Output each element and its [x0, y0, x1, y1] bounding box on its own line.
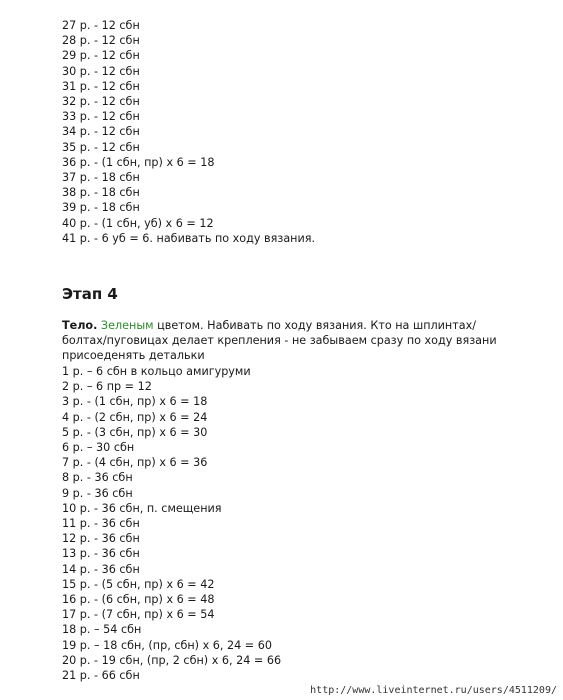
- body-rows-list: [62, 364, 281, 683]
- pattern-row: 40 р. - (1 сбн, уб) х 6 = 12: [62, 216, 214, 230]
- pattern-row: 6 р. – 30 сбн: [62, 441, 135, 455]
- pattern-row: 3 р. - (1 сбн, пр) х 6 = 18: [62, 395, 208, 409]
- pattern-row: 29 р. - 12 сбн: [62, 49, 140, 63]
- pattern-row: 36 р. - (1 сбн, пр) х 6 = 18: [62, 155, 215, 169]
- pattern-row: 11 р. - 36 сбн: [62, 517, 140, 531]
- pattern-row: 20 р. - 19 сбн, (пр, 2 сбн) х 6, 24 = 66: [62, 653, 282, 667]
- pattern-row: 9 р. - 36 сбн: [62, 486, 133, 500]
- pattern-row: 15 р. - (5 сбн, пр) х 6 = 42: [62, 577, 215, 591]
- pattern-row: 14 р. - 36 сбн: [62, 562, 140, 576]
- stage-heading: Этап 4: [62, 285, 118, 303]
- pattern-row: 41 р. - 6 уб = 6. набивать по ходу вязания.: [62, 231, 316, 245]
- pattern-row: 34 р. - 12 сбн: [62, 125, 140, 139]
- pattern-row: 1 р. – 6 сбн в кольцо амигуруми: [62, 365, 251, 378]
- pattern-row: 2 р. – 6 пр = 12: [62, 380, 152, 394]
- pattern-row: 37 р. - 18 сбн: [62, 171, 140, 185]
- pattern-row: 5 р. - (3 сбн, пр) х 6 = 30: [62, 425, 208, 439]
- pattern-row: 18 р. – 54 сбн: [62, 623, 142, 637]
- pattern-row: 38 р. - 18 сбн: [62, 186, 140, 200]
- pattern-row: 16 р. - (6 сбн, пр) х 6 = 48: [62, 593, 215, 607]
- pattern-row: 19 р. – 18 сбн, (пр, сбн) х 6, 24 = 60: [62, 638, 272, 652]
- pattern-row: 7 р. - (4 сбн, пр) х 6 = 36: [62, 456, 208, 470]
- pattern-row: 10 р. - 36 сбн, п. смещения: [62, 501, 222, 515]
- pattern-row: 28 р. - 12 сбн: [62, 34, 140, 48]
- pattern-row: 39 р. - 18 сбн: [62, 201, 140, 215]
- pattern-row: 32 р. - 12 сбн: [62, 95, 140, 109]
- color-highlight: Зеленым: [100, 319, 154, 332]
- intro-text: цветом. Набивать по ходу вязания. Кто на шплинтах/болтах/пуговицах делает крепления - не забываем сразу по ходу вязани присоеденять детальки: [62, 319, 497, 363]
- pattern-row: 17 р. - (7 сбн, пр) х 6 = 54: [62, 608, 215, 622]
- pattern-row: 35 р. - 12 сбн: [62, 140, 140, 154]
- pattern-row: 27 р. - 12 сбн: [62, 19, 140, 32]
- source-watermark: http://www.liveinternet.ru/users/4511209/: [310, 685, 557, 696]
- pattern-row: 12 р. - 36 сбн: [62, 532, 140, 546]
- top-rows-list: [62, 18, 315, 246]
- pattern-row: 4 р. - (2 сбн, пр) х 6 = 24: [62, 410, 208, 424]
- section-label: Тело.: [62, 319, 98, 332]
- pattern-row: 30 р. - 12 сбн: [62, 64, 140, 78]
- section-intro: [62, 318, 502, 364]
- pattern-row: 8 р. - 36 сбн: [62, 471, 133, 485]
- pattern-row: 33 р. - 12 сбн: [62, 110, 140, 124]
- pattern-row: 31 р. - 12 сбн: [62, 79, 140, 93]
- pattern-row: 13 р. - 36 сбн: [62, 547, 140, 561]
- pattern-row: 21 р. - 66 сбн: [62, 669, 140, 683]
